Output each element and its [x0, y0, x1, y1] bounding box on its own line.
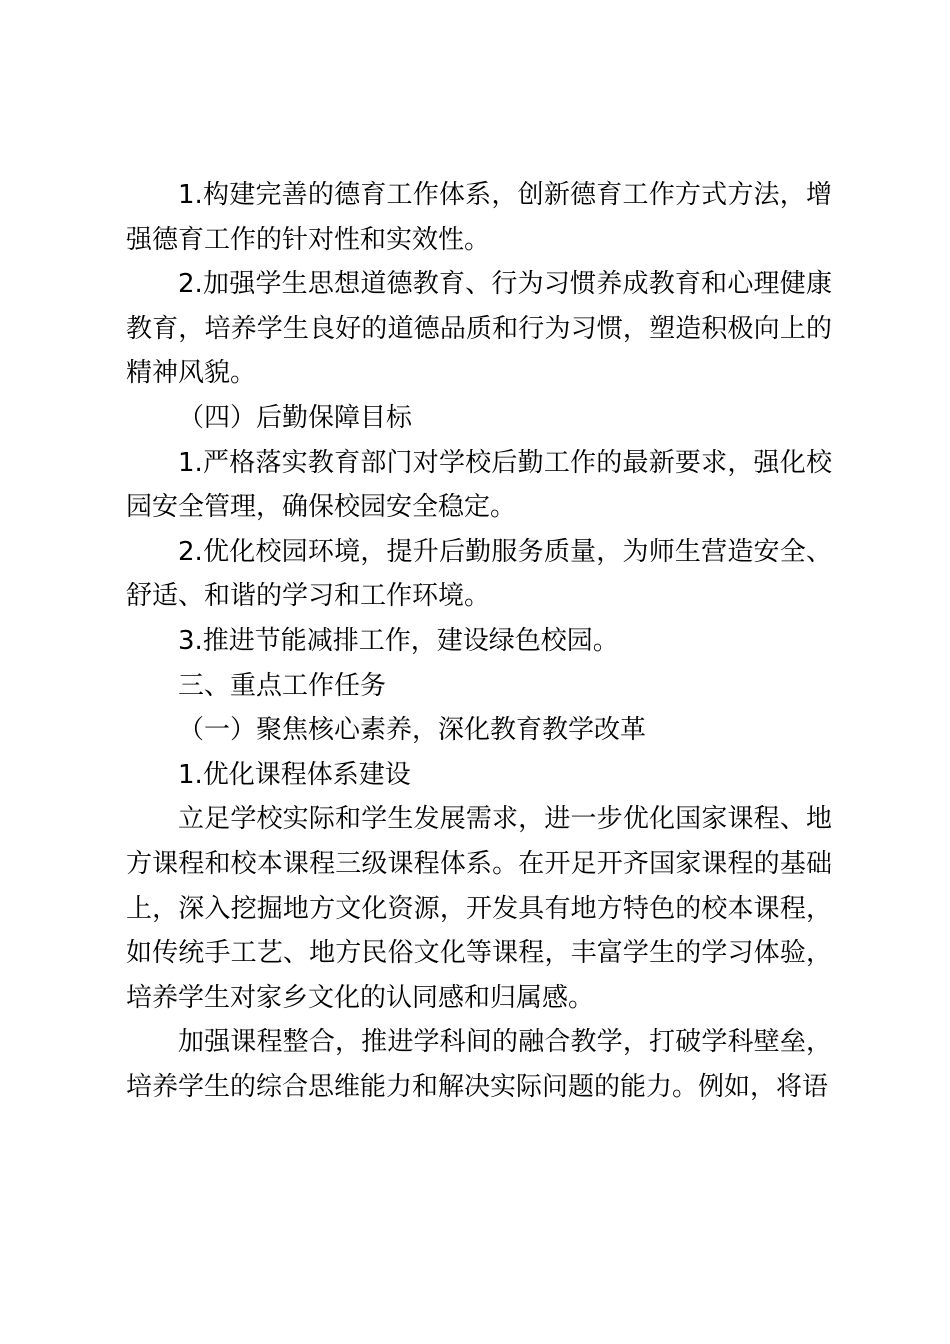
paragraph-moral-goal-1: 1.构建完善的德育工作体系，创新德育工作方式方法，增强德育工作的针对性和实效性。	[126, 180, 832, 255]
document-body	[126, 173, 832, 1109]
heading-logistics-goals: （四）后勤保障目标	[178, 402, 413, 433]
paragraph-logistics-goal-1: 1.严格落实教育部门对学校后勤工作的最新要求，强化校园安全管理，确保校园安全稳定。	[126, 447, 832, 523]
heading-core-literacy: （一）聚焦核心素养，深化教育教学改革	[178, 715, 647, 746]
paragraph-moral-goal-2: 2.加强学生思想道德教育、行为习惯养成教育和心理健康教育，培养学生良好的道德品质和行为习惯，塑造积极向上的精神风貌。	[126, 269, 832, 389]
paragraph-curriculum-optimization: 立足学校实际和学生发展需求，进一步优化国家课程、地方课程和校本课程三级课程体系。在开足开齐国家课程的基础上，深入挖掘地方文化资源，开发具有地方特色的校本课程，如传统手工艺、地方民俗文化等课程，丰富学生的学习体验，培养学生对家乡文化的认同感和归属感。	[126, 804, 832, 1013]
heading-curriculum-system: 1.优化课程体系建设	[178, 759, 411, 790]
paragraph-logistics-goal-3: 3.推进节能减排工作，建设绿色校园。	[178, 625, 619, 656]
heading-key-tasks: 三、重点工作任务	[178, 670, 387, 701]
paragraph-curriculum-integration: 加强课程整合，推进学科间的融合教学，打破学科壁垒，培养学生的综合思维能力和解决实际问题的能力。例如，将语	[126, 1027, 832, 1102]
paragraph-logistics-goal-2: 2.优化校园环境，提升后勤服务质量，为师生营造安全、舒适、和谐的学习和工作环境。	[126, 536, 832, 612]
